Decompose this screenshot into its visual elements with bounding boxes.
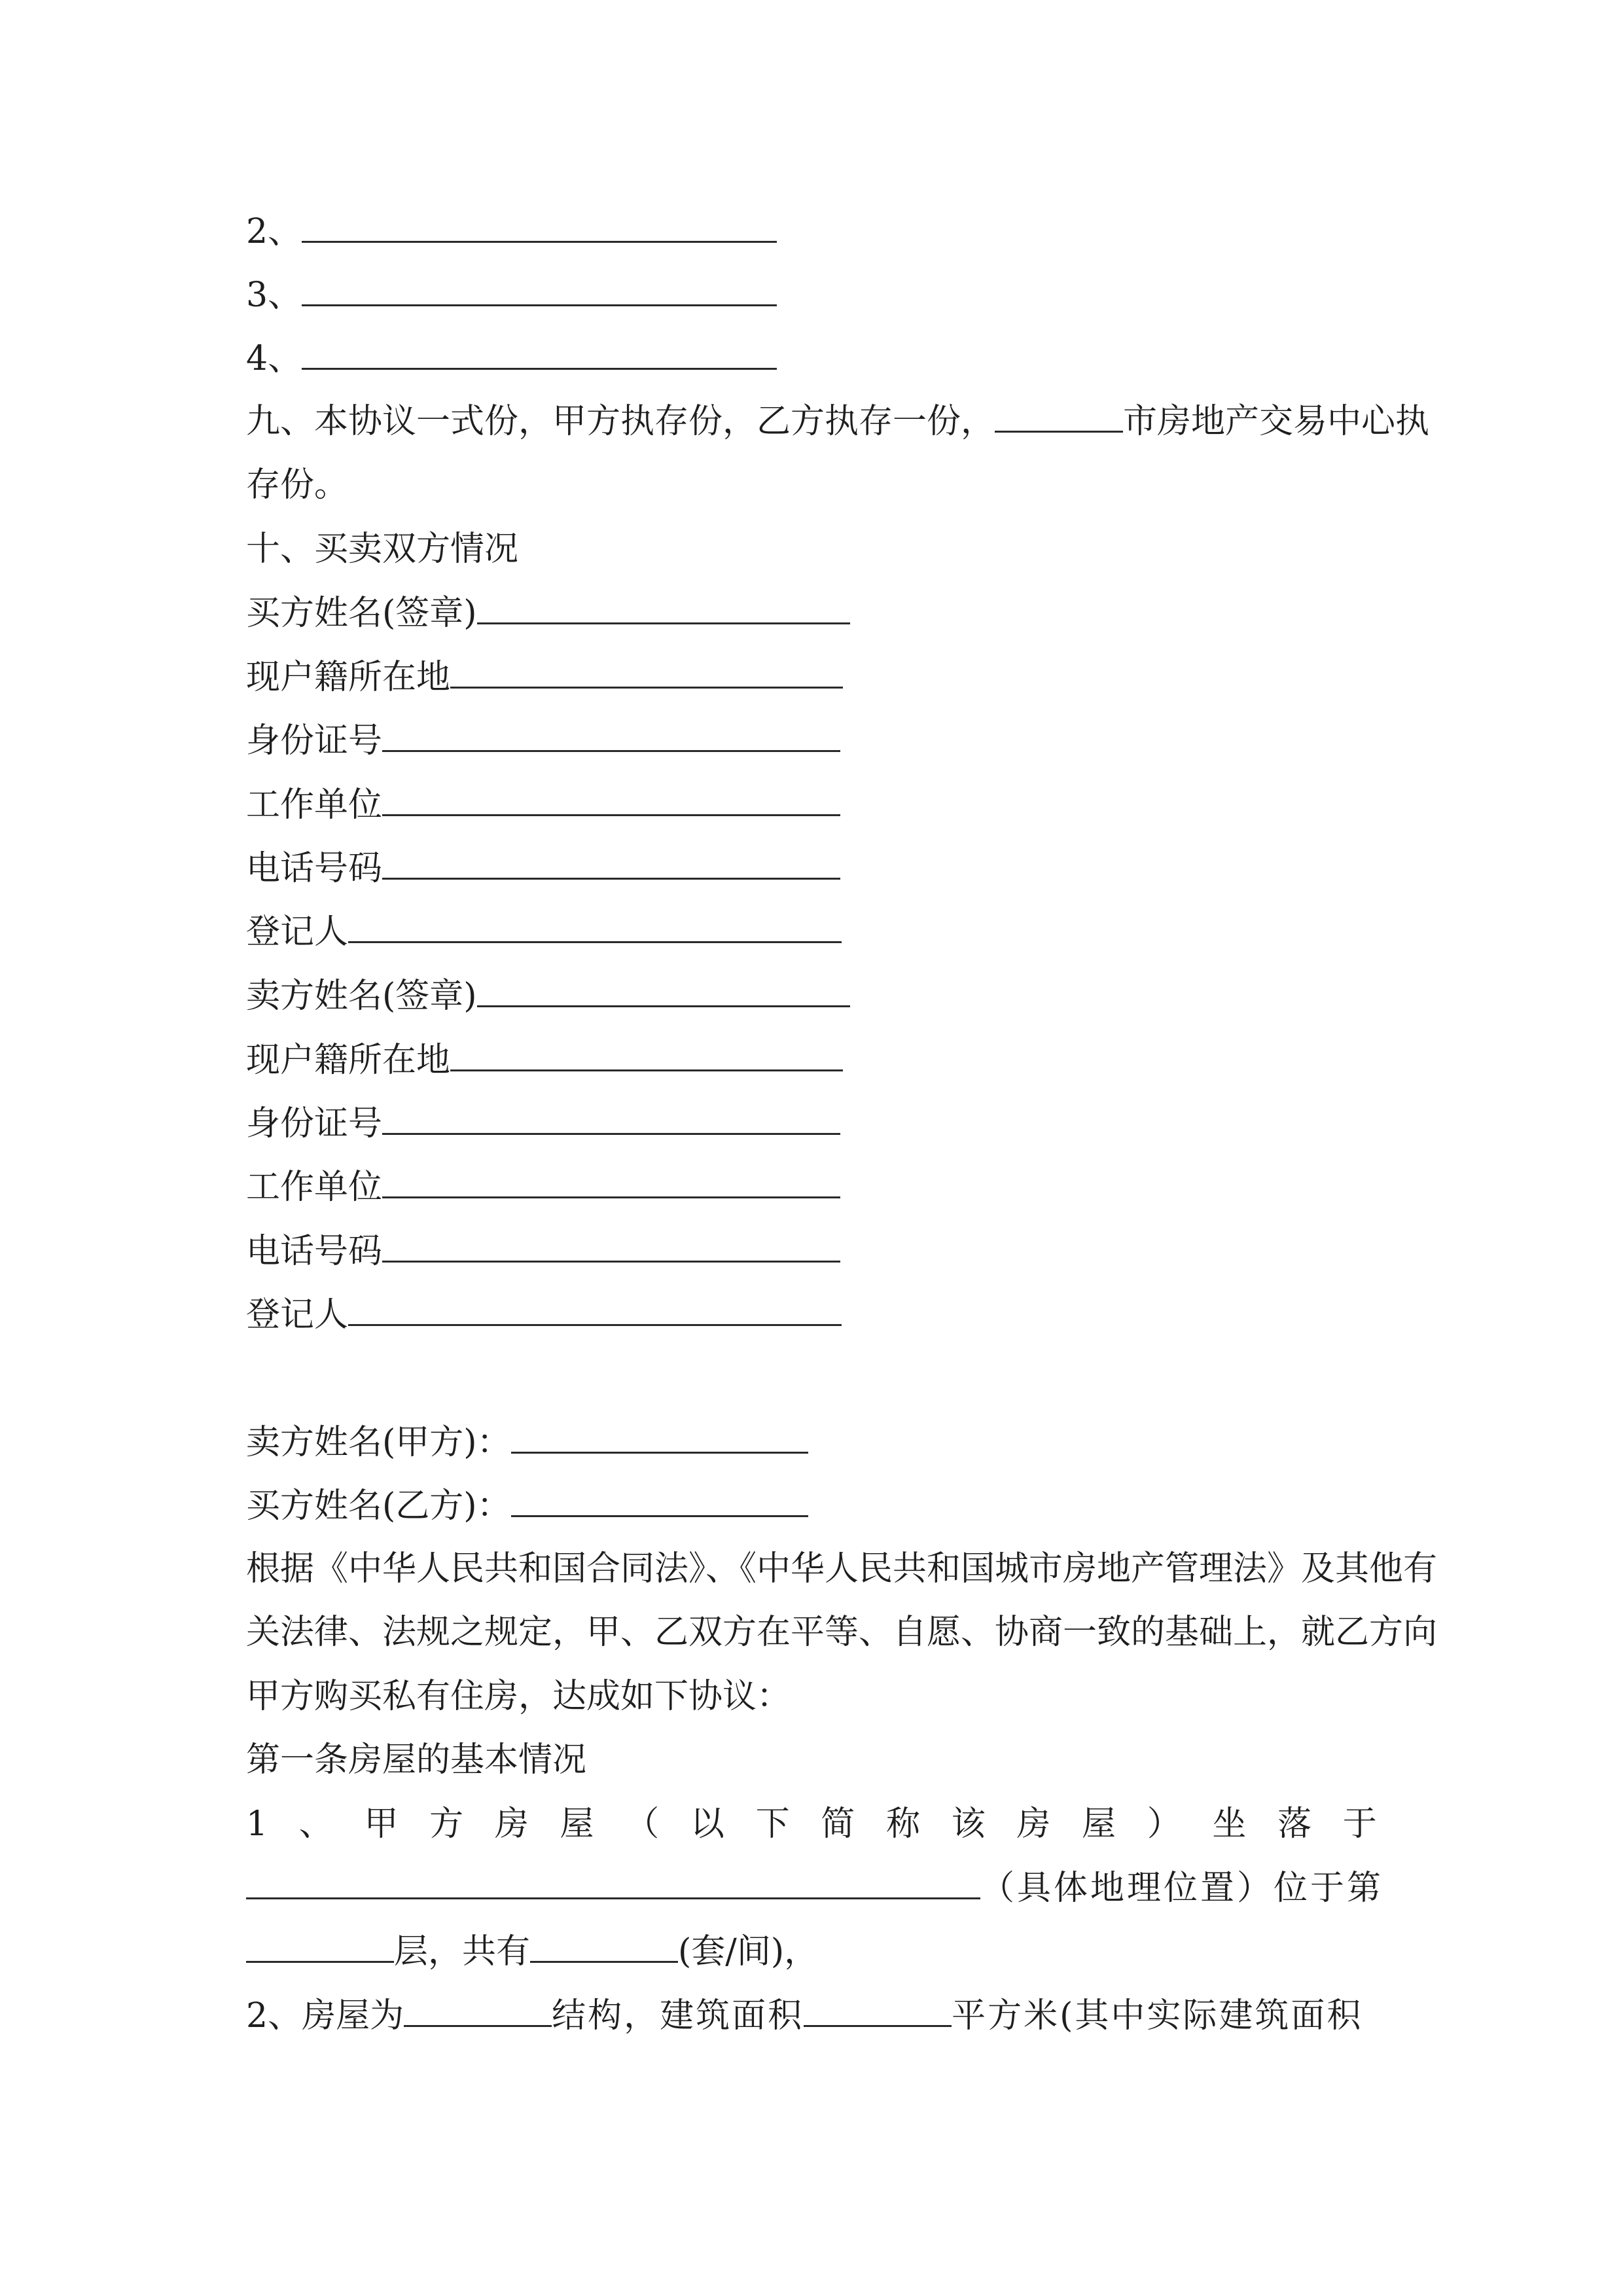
- blank-city[interactable]: [995, 389, 1123, 433]
- seller-hukou-blank[interactable]: [450, 1028, 843, 1071]
- justified-char: 1: [246, 1804, 268, 1844]
- buyer-name-field: [246, 581, 850, 645]
- blank-line[interactable]: [302, 326, 777, 370]
- party-seller-blank[interactable]: [511, 1410, 808, 1454]
- justified-char: 甲: [364, 1804, 399, 1844]
- party-buyer-blank[interactable]: [511, 1473, 808, 1517]
- justified-char: 坐: [1212, 1804, 1247, 1844]
- seller-work-blank[interactable]: [382, 1155, 840, 1198]
- seller-name-field: [246, 963, 850, 1028]
- preamble-text: 关法律、法规之规定，甲、乙双方在平等、自愿、协商一致的基础上，就乙方向: [246, 1613, 1438, 1652]
- structure-text: 2、房屋为: [246, 1996, 404, 2036]
- structure-blank[interactable]: [404, 1983, 552, 2027]
- clause-9-text-2: 市房地产交易中心执: [1123, 402, 1430, 441]
- buyer-work-field: [246, 772, 840, 836]
- justified-char: 下: [755, 1804, 790, 1844]
- preamble-text: 根据《中华人民共和国合同法》、《中华人民共和国城市房地产管理法》及其他有: [246, 1549, 1438, 1588]
- seller-hukou-field: [246, 1028, 843, 1092]
- clause-9-text: 九、本协议一式份，甲方执存份，乙方执存一份，: [246, 402, 995, 441]
- seller-work-field: [246, 1155, 840, 1219]
- preamble-line-2: [246, 1600, 1437, 1664]
- buyer-registrar-label: 登记人: [246, 912, 349, 952]
- seller-work-label: 工作单位: [246, 1168, 383, 1207]
- article-1-item-1-line-3: [246, 1919, 818, 1983]
- justified-char: 落: [1277, 1804, 1312, 1844]
- units-blank[interactable]: [530, 1919, 678, 1963]
- justified-char: 屋: [1082, 1804, 1116, 1844]
- buyer-name-label: 买方姓名(签章): [246, 594, 477, 633]
- clause-10-heading-text: 十、买卖双方情况: [246, 529, 519, 569]
- buyer-id-label: 身份证号: [246, 721, 383, 761]
- seller-name-blank[interactable]: [477, 963, 850, 1007]
- blank-line[interactable]: [302, 199, 777, 243]
- seller-name-label: 卖方姓名(签章): [246, 977, 477, 1016]
- seller-id-label: 身份证号: [246, 1104, 383, 1143]
- clause-9-text-3: 存份。: [246, 465, 349, 505]
- buyer-hukou-field: [246, 645, 843, 709]
- justified-char: 方: [429, 1804, 464, 1844]
- list-item-3: [246, 262, 777, 327]
- seller-id-field: [246, 1091, 840, 1155]
- justified-char: 该: [951, 1804, 986, 1844]
- units-text: (套/间)，: [678, 1932, 819, 1971]
- buyer-work-blank[interactable]: [382, 772, 840, 816]
- floor-text: 层，共有: [394, 1932, 531, 1971]
- list-number: 2、: [246, 212, 302, 251]
- buyer-registrar-blank[interactable]: [348, 899, 842, 943]
- seller-registrar-blank[interactable]: [348, 1282, 842, 1326]
- seller-hukou-label: 现户籍所在地: [246, 1041, 451, 1080]
- seller-registrar-label: 登记人: [246, 1295, 349, 1335]
- justified-char: 以: [690, 1804, 724, 1844]
- clause-10-heading: [246, 517, 518, 581]
- justified-char: 屋: [560, 1804, 594, 1844]
- list-number: 3、: [246, 276, 302, 315]
- list-number: 4、: [246, 339, 302, 378]
- buyer-work-label: 工作单位: [246, 785, 383, 825]
- seller-phone-field: [246, 1219, 840, 1283]
- article-1-item-1-line-2: [246, 1856, 1383, 1920]
- justified-char: 简: [821, 1804, 855, 1844]
- justified-char: 于: [1342, 1804, 1377, 1844]
- buyer-hukou-label: 现户籍所在地: [246, 658, 451, 697]
- buyer-phone-blank[interactable]: [382, 836, 840, 880]
- justified-char: ）: [1147, 1804, 1181, 1844]
- area-blank[interactable]: [804, 1983, 952, 2027]
- justified-char: （: [625, 1804, 660, 1844]
- party-seller-field: [246, 1410, 808, 1474]
- seller-phone-label: 电话号码: [246, 1232, 383, 1271]
- floor-blank[interactable]: [246, 1919, 394, 1963]
- actual-area-text: 平方米(其中实际建筑面积: [952, 1996, 1363, 2036]
- justified-char: 称: [885, 1804, 920, 1844]
- clause-9-line-2: [246, 453, 348, 517]
- list-item-4: [246, 326, 777, 390]
- location-text: （具体地理位置）位于第: [980, 1869, 1384, 1908]
- party-buyer-field: [246, 1473, 808, 1537]
- location-blank[interactable]: [246, 1856, 980, 1899]
- party-seller-label: 卖方姓名(甲方)：: [246, 1423, 511, 1462]
- justified-char: 房: [494, 1804, 529, 1844]
- buyer-registrar-field: [246, 899, 842, 963]
- preamble-text: 甲方购买私有住房，达成如下协议：: [246, 1677, 791, 1716]
- article-1-item-1-line-1: [246, 1792, 1377, 1856]
- preamble-line-3: [246, 1664, 791, 1729]
- justified-char: 房: [1016, 1804, 1051, 1844]
- buyer-hukou-blank[interactable]: [450, 645, 843, 689]
- blank-line[interactable]: [302, 262, 777, 306]
- article-1-heading: [246, 1728, 586, 1792]
- article-1-heading-text: 第一条房屋的基本情况: [246, 1740, 587, 1780]
- list-item-2: [246, 199, 777, 263]
- preamble-line-1: [246, 1537, 1437, 1601]
- clause-9-line-1: [246, 389, 1429, 453]
- seller-registrar-field: [246, 1282, 842, 1346]
- justified-char: 、: [298, 1804, 333, 1844]
- seller-id-blank[interactable]: [382, 1091, 840, 1135]
- party-buyer-label: 买方姓名(乙方)：: [246, 1486, 511, 1526]
- buyer-name-blank[interactable]: [477, 581, 850, 624]
- buyer-id-field: [246, 708, 840, 772]
- article-1-item-2-line-1: [246, 1983, 1363, 2047]
- buyer-phone-field: [246, 836, 840, 900]
- seller-phone-blank[interactable]: [382, 1219, 840, 1263]
- area-text: 结构，建筑面积: [552, 1996, 804, 2036]
- buyer-phone-label: 电话号码: [246, 849, 383, 888]
- buyer-id-blank[interactable]: [382, 708, 840, 752]
